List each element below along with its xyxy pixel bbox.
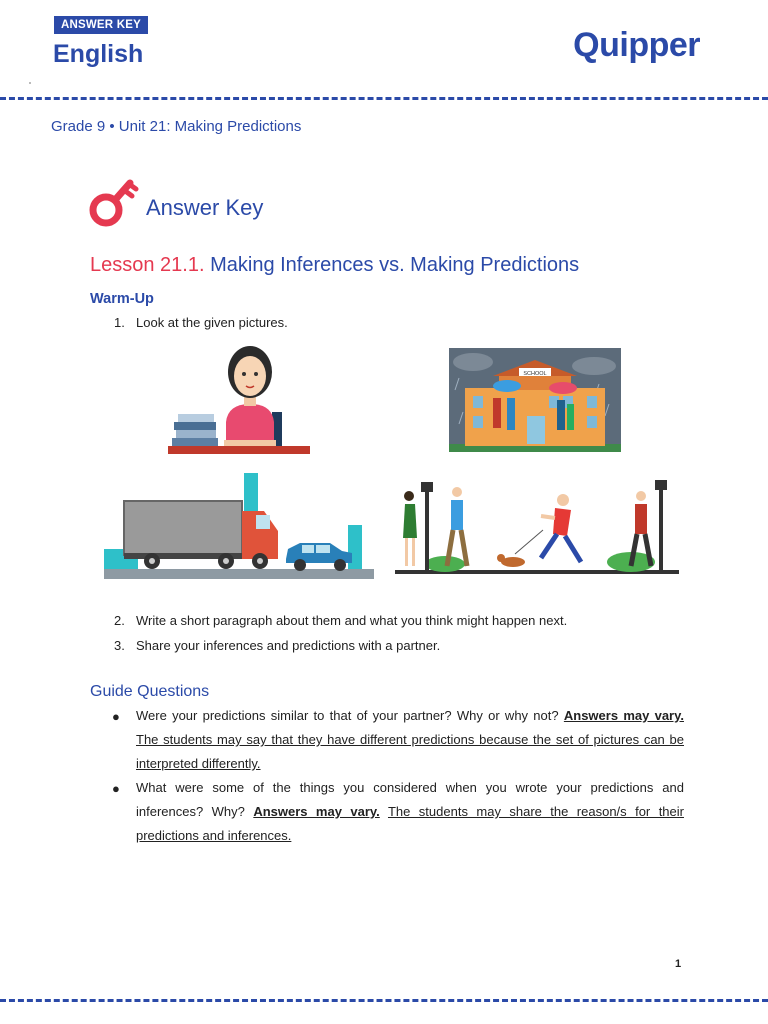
guide-question-1 xyxy=(136,704,684,776)
bullet-dot: ● xyxy=(112,709,120,724)
top-dashed-divider xyxy=(0,97,768,100)
warm-up-heading: Warm-Up xyxy=(90,291,154,307)
answer-label: Answers may vary. xyxy=(563,708,684,723)
lesson-number: Lesson 21.1. xyxy=(90,254,205,276)
answer-text: The students may share the reason/s for their predictions and inferences. xyxy=(136,804,684,843)
girl-studying-picture xyxy=(168,342,310,454)
bullet-dot: ● xyxy=(112,781,120,796)
step-number: 3. xyxy=(114,638,125,653)
school-sign-text: SCHOOL xyxy=(523,371,547,377)
answer-key-badge: ANSWER KEY xyxy=(54,16,148,34)
step-text: Look at the given pictures. xyxy=(136,315,288,330)
school-rain-picture xyxy=(449,348,621,452)
lesson-heading xyxy=(90,254,579,277)
truck-car-picture xyxy=(104,473,374,579)
guide-question-2 xyxy=(136,776,684,848)
answer-text: The students may say that they have different predictions because the set of pictures can be interpreted differently. xyxy=(136,732,684,771)
page-number: 1 xyxy=(675,958,682,970)
key-icon xyxy=(88,174,140,230)
question-text: Were your predictions similar to that of your partner? Why or why not? xyxy=(136,708,559,723)
guide-questions-heading: Guide Questions xyxy=(90,683,210,700)
park-dog-picture xyxy=(395,478,679,576)
answer-key-heading: Answer Key xyxy=(146,195,264,220)
step-number: 2. xyxy=(114,613,125,628)
lesson-title: Making Inferences vs. Making Predictions xyxy=(210,254,580,276)
answer-label: Answers may vary. xyxy=(253,804,380,819)
step-text: Write a short paragraph about them and what you think might happen next. xyxy=(136,613,568,628)
subject-title: English xyxy=(53,40,144,68)
question-text: What were some of the things you considered when you wrote your predictions and inferences? Why? xyxy=(136,780,684,819)
step-number: 1. xyxy=(114,315,125,330)
grade-unit-line: Grade 9 • Unit 21: Making Predictions xyxy=(51,118,302,135)
quipper-logo: Quipper xyxy=(573,26,700,64)
step-text: Share your inferences and predictions with a partner. xyxy=(136,638,441,653)
bottom-dashed-divider xyxy=(0,999,768,1002)
stray-dot xyxy=(29,82,31,84)
